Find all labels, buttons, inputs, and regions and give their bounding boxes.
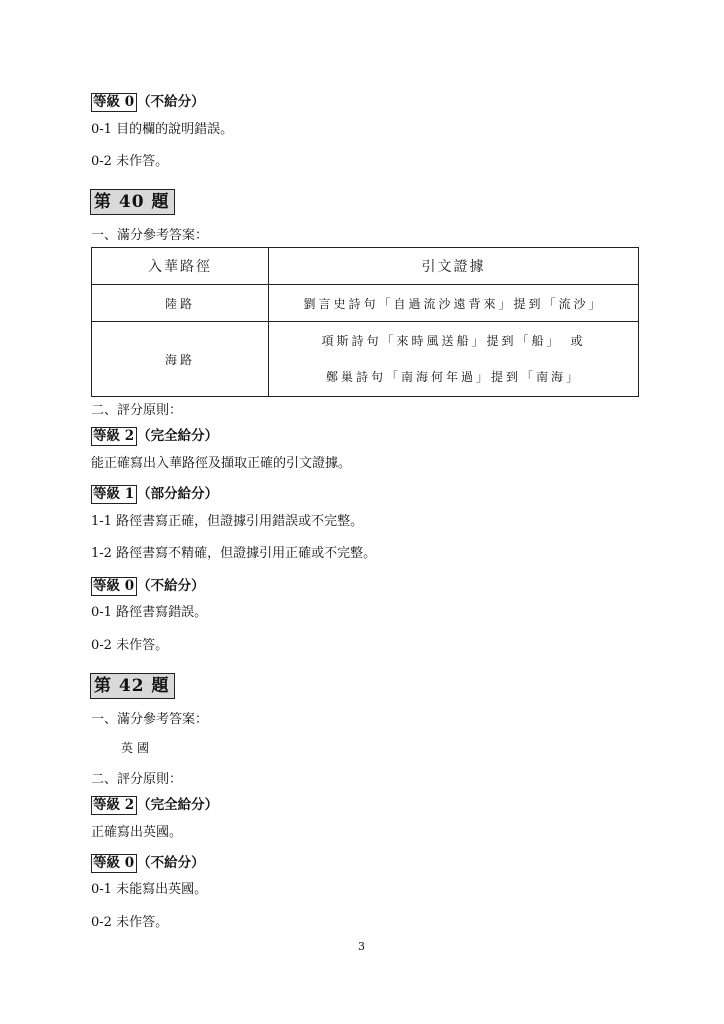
evidence-cell: [269, 322, 639, 397]
grade-label: （完全給分）: [137, 797, 219, 813]
table-row: [92, 285, 639, 322]
table-row: [92, 322, 639, 397]
page-number: 3: [358, 940, 365, 953]
section-heading: 一、滿分參考答案：: [91, 712, 209, 727]
grade-label: （部分給分）: [137, 486, 219, 502]
grade-box: 等級 0: [91, 577, 137, 596]
table-header-cell: 入華路徑: [92, 248, 269, 285]
grade-2-heading: [91, 795, 218, 815]
grade-label: （不給分）: [137, 855, 205, 871]
criterion-item: 0-1 目的欄的說明錯誤。: [91, 122, 234, 137]
grade-0-heading: [91, 853, 205, 873]
question-title: 第 40 題: [90, 189, 175, 215]
table-header-cell: 引文證據: [269, 248, 639, 285]
section-heading: 二、評分原則：: [91, 403, 183, 418]
grade-label: （不給分）: [137, 94, 205, 110]
evidence-cell: 劉言史詩句「自過流沙遠背來」提到「流沙」: [269, 285, 639, 322]
question-title: 第 42 題: [90, 673, 175, 699]
reference-answer: 英國: [121, 741, 154, 755]
criterion-item: 0-2 未作答。: [91, 154, 169, 169]
grade-0-heading: [91, 576, 205, 596]
criterion-item: 0-2 未作答。: [91, 915, 169, 930]
criterion-item: 1-1 路徑書寫正確，但證據引用錯誤或不完整。: [91, 514, 364, 529]
table-header-row: [92, 248, 639, 285]
grade-0-heading: [91, 92, 205, 112]
criterion-item: 1-2 路徑書寫不精確，但證據引用正確或不完整。: [91, 546, 377, 561]
grade-box: 等級 0: [91, 93, 137, 112]
evidence-line: 項斯詩句「來時風送船」提到「船」 或: [321, 334, 586, 348]
grade-label: （不給分）: [137, 578, 205, 594]
grade-box: 等級 1: [91, 485, 137, 504]
grade-2-heading: [91, 426, 218, 446]
grade-box: 等級 2: [91, 427, 137, 446]
criterion-desc: 正確寫出英國。: [91, 825, 183, 840]
route-cell: 海路: [92, 322, 269, 397]
criterion-item: 0-1 路徑書寫錯誤。: [91, 605, 208, 620]
evidence-line: 鄭巢詩句「南海何年過」提到「南海」: [325, 370, 581, 384]
grade-1-heading: [91, 484, 218, 504]
section-heading: 一、滿分參考答案：: [91, 228, 209, 243]
section-heading: 二、評分原則：: [91, 772, 183, 787]
grade-label: （完全給分）: [137, 428, 219, 444]
answer-table: [91, 247, 639, 397]
criterion-desc: 能正確寫出入華路徑及擷取正確的引文證據。: [91, 456, 352, 471]
criterion-item: 0-1 未能寫出英國。: [91, 882, 208, 897]
grade-box: 等級 2: [91, 796, 137, 815]
criterion-item: 0-2 未作答。: [91, 638, 169, 653]
grade-box: 等級 0: [91, 854, 137, 873]
route-cell: 陸路: [92, 285, 269, 322]
